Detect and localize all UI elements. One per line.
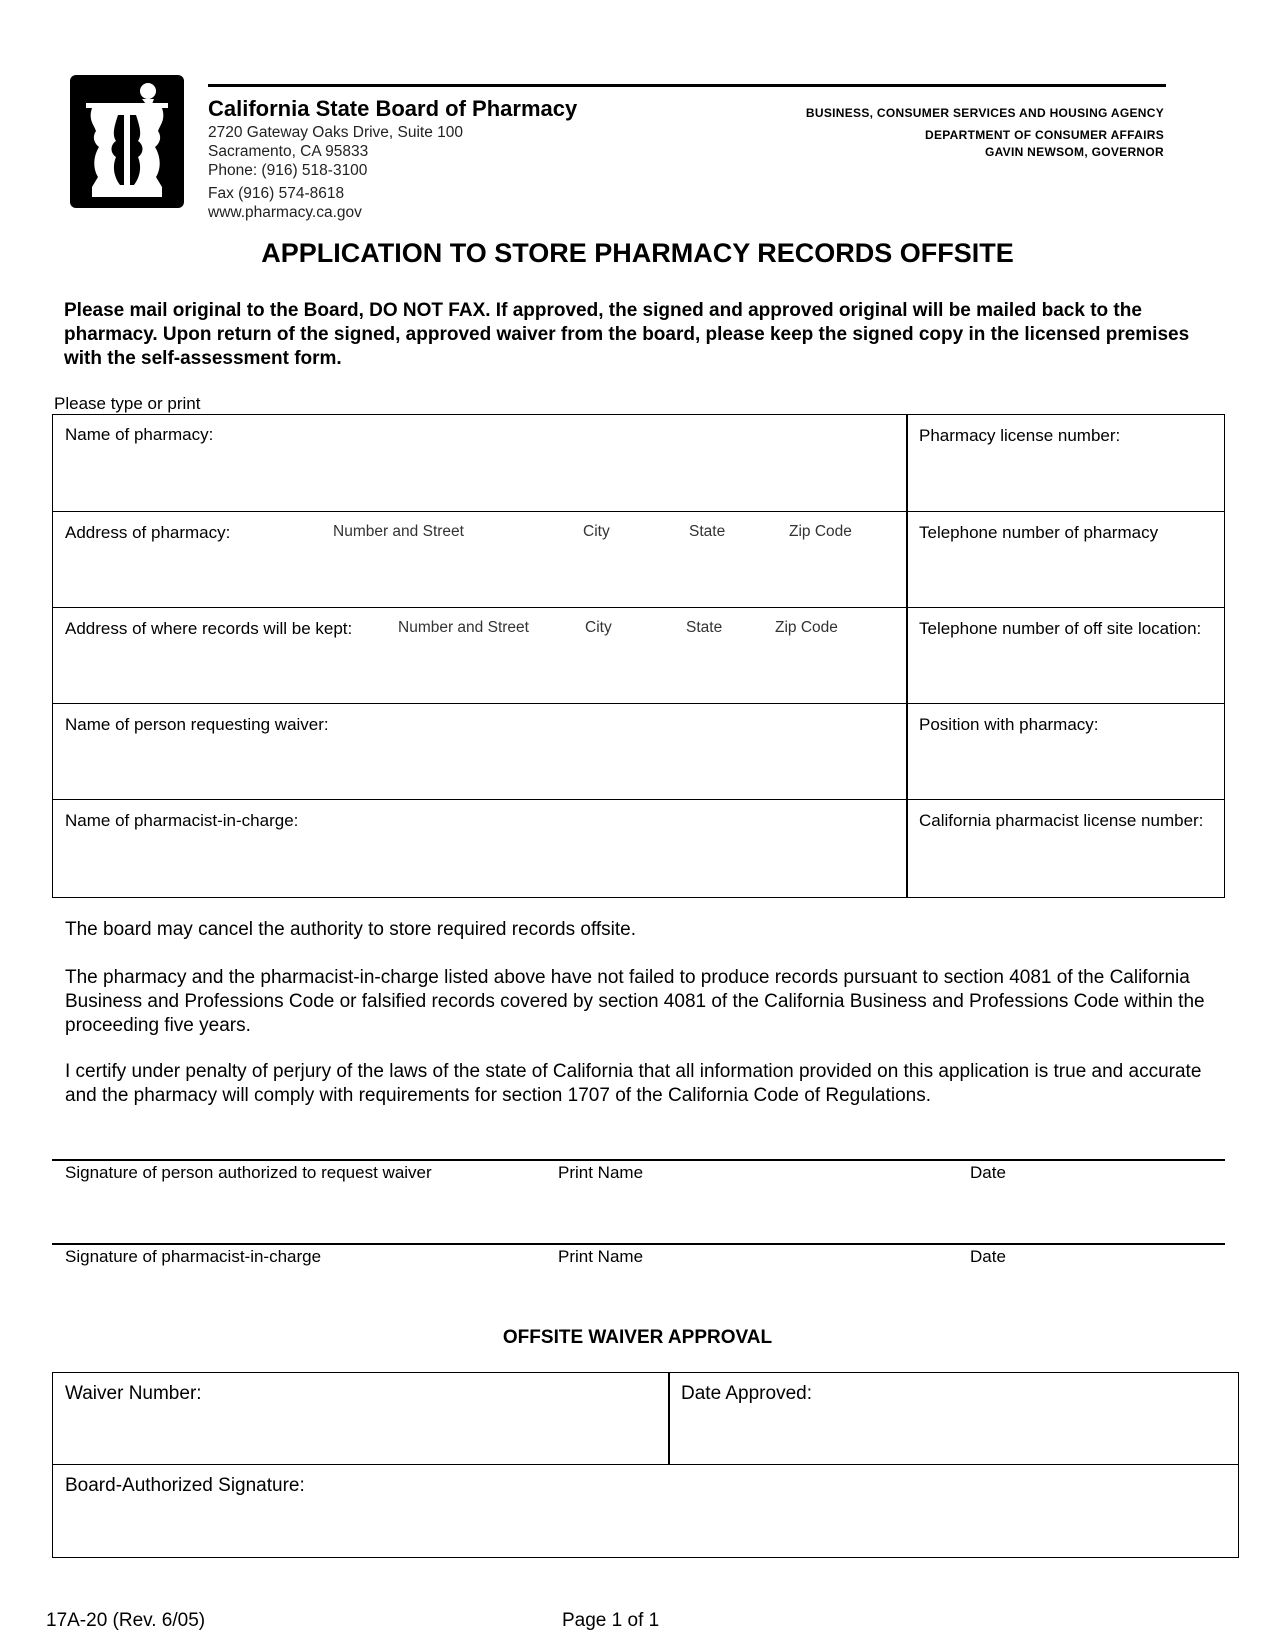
page-number: Page 1 of 1: [562, 1610, 660, 1631]
pharmacy-name-label: Name of pharmacy:: [65, 425, 214, 444]
org-name: California State Board of Pharmacy: [208, 96, 578, 121]
state-sublabel: State: [689, 523, 726, 540]
mailing-instructions: Please mail original to the Board, DO NOT FAX. If approved, the signed and approved original will be mailed back to the pharmacy. Upon return of the signed, approved waiver from the board, please keep the signed copy in the licensed premises with the self-assessment form.: [64, 300, 1190, 369]
zip-sublabel: Zip Code: [789, 523, 852, 540]
applicant-info-table: [52, 414, 1225, 898]
approval-divider: [668, 1373, 670, 1464]
governor-name: GAVIN NEWSOM, GOVERNOR: [984, 145, 1164, 159]
form-title: APPLICATION TO STORE PHARMACY RECORDS OFFSITE: [261, 238, 1014, 268]
org-address-line2: Sacramento, CA 95833: [208, 143, 369, 160]
license-number-label: Pharmacy license number:: [919, 426, 1121, 445]
org-address-line1: 2720 Gateway Oaks Drive, Suite 100: [208, 124, 464, 141]
board-signature-label[interactable]: Board-Authorized Signature:: [65, 1475, 305, 1496]
approval-top-row: [53, 1373, 1238, 1465]
cancel-authority-text: The board may cancel the authority to store required records offsite.: [65, 919, 637, 940]
street-sublabel: Number and Street: [333, 523, 464, 540]
department-name: DEPARTMENT OF CONSUMER AFFAIRS: [925, 128, 1164, 142]
agency-name: BUSINESS, CONSUMER SERVICES AND HOUSING AGENCY: [805, 106, 1164, 120]
pharmacy-address-label: Address of pharmacy:: [65, 523, 231, 542]
pharmacy-name-row[interactable]: [53, 415, 1224, 511]
offsite-phone-label: Telephone number of off site location:: [919, 619, 1202, 638]
records-address-row[interactable]: [53, 607, 1224, 703]
pharmacy-address-row[interactable]: [53, 511, 1224, 607]
signature-line-requester[interactable]: [52, 1159, 1225, 1161]
pic-signature-label: Signature of pharmacist-in-charge: [65, 1247, 322, 1266]
perjury-certification-text: I certify under penalty of perjury of the laws of the state of California that all information provided on this application is true and accurate and the pharmacy will comply with requirements for section 1707 of the California Code of Regulations.: [65, 1061, 1202, 1106]
pic-license-label: California pharmacist license number:: [919, 811, 1204, 830]
header-rule: [208, 84, 1166, 87]
waiver-number-label[interactable]: Waiver Number:: [65, 1383, 202, 1404]
street-sublabel: Number and Street: [398, 619, 529, 636]
form-revision: 17A-20 (Rev. 6/05): [46, 1610, 206, 1631]
org-phone: Phone: (916) 518-3100: [208, 162, 368, 179]
requester-name-label: Name of person requesting waiver:: [65, 715, 329, 734]
requester-print-name-label: Print Name: [558, 1163, 644, 1182]
date-approved-label[interactable]: Date Approved:: [681, 1383, 812, 1404]
pic-print-name-label: Print Name: [558, 1247, 644, 1266]
board-logo: [70, 75, 184, 208]
org-website[interactable]: www.pharmacy.ca.gov: [208, 204, 362, 221]
pic-row[interactable]: [53, 799, 1224, 895]
requester-signature-label: Signature of person authorized to request waiver: [65, 1163, 432, 1182]
approval-section-title: OFFSITE WAIVER APPROVAL: [502, 1327, 773, 1348]
city-sublabel: City: [583, 523, 610, 540]
position-label: Position with pharmacy:: [919, 715, 1099, 734]
signature-line-pic[interactable]: [52, 1243, 1225, 1245]
requester-row[interactable]: [53, 703, 1224, 799]
requester-date-label: Date: [970, 1163, 1006, 1182]
state-sublabel: State: [686, 619, 723, 636]
pic-date-label: Date: [970, 1247, 1006, 1266]
pic-name-label: Name of pharmacist-in-charge:: [65, 811, 299, 830]
pharmacy-phone-label: Telephone number of pharmacy: [919, 523, 1159, 542]
org-fax: Fax (916) 574-8618: [208, 185, 345, 202]
zip-sublabel: Zip Code: [775, 619, 838, 636]
type-or-print-note: Please type or print: [54, 394, 201, 413]
records-statement-text: The pharmacy and the pharmacist-in-charge listed above have not failed to produce records pursuant to section 4081 of the California Business and Professions Code or falsified records covered by section 4081 of the California Business and Professions Code within the proceeding five years.: [65, 967, 1205, 1036]
approval-table: [52, 1372, 1239, 1558]
records-address-label: Address of where records will be kept:: [65, 619, 353, 638]
city-sublabel: City: [585, 619, 612, 636]
